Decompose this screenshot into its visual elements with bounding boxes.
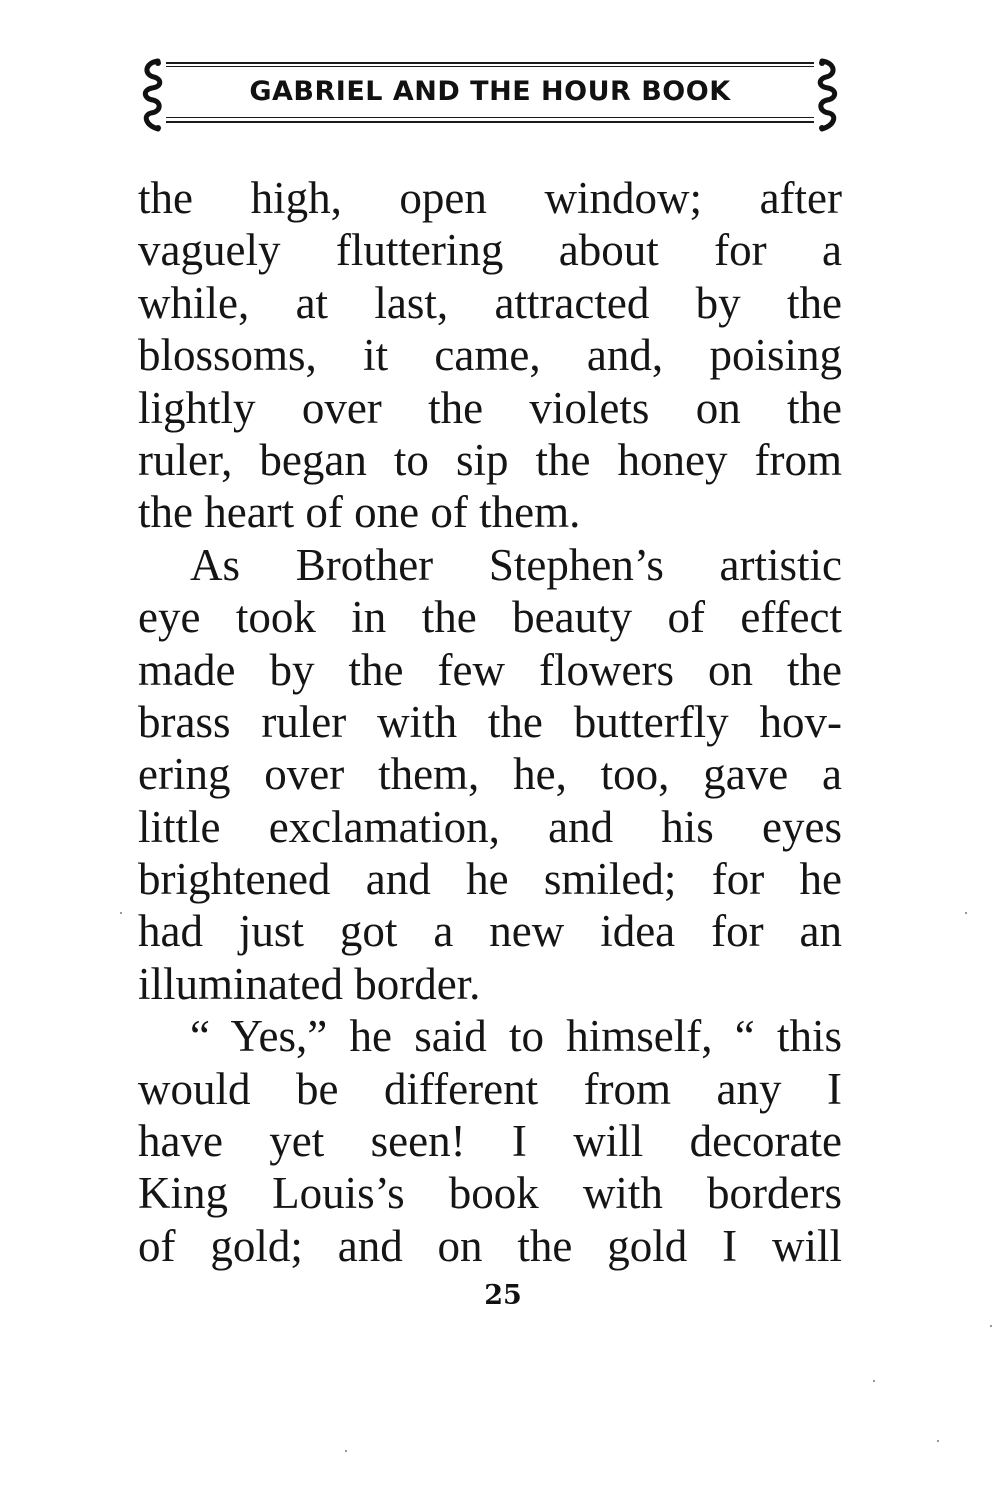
paragraph-start-line: As Brother Stephen’s artistic	[190, 539, 842, 590]
text-line: would be different from any I	[138, 1063, 842, 1114]
running-head	[138, 57, 842, 133]
text-line: blossoms, it came, and, poising	[138, 330, 842, 381]
header-rule-bottom-thin	[166, 117, 814, 118]
scan-speck	[937, 1440, 939, 1442]
paragraph-start-line: “ Yes,” he said to himself, “ this	[190, 1011, 842, 1062]
text-line: of gold; and on the gold I will	[138, 1220, 842, 1271]
text-line: eye took in the beauty of effect	[138, 592, 842, 643]
text-line: little exclamation, and his eyes	[138, 801, 842, 852]
text-line: the high, open window; after	[138, 173, 842, 223]
scroll-ornament-icon	[812, 57, 842, 133]
scroll-ornament-icon	[138, 57, 168, 133]
text-line: the heart of one of them.	[138, 487, 581, 538]
text-line: brightened and he smiled; for he	[138, 854, 842, 905]
text-line: ering over them, he, too, gave a	[138, 749, 842, 800]
text-line: lightly over the violets on the	[138, 382, 842, 433]
header-rule-top	[166, 62, 814, 64]
body-text	[138, 172, 842, 1272]
text-line: have yet seen! I will decorate	[138, 1116, 842, 1167]
scan-speck	[990, 1325, 992, 1327]
header-rule-top-thin	[166, 66, 814, 67]
text-line: brass ruler with the butterfly hov-	[138, 696, 842, 747]
header-rule-bottom	[166, 121, 814, 123]
scan-speck	[345, 1450, 347, 1452]
text-line: while, at last, attracted by the	[138, 277, 842, 328]
page-number: 25	[484, 1280, 522, 1311]
scan-speck	[965, 912, 967, 914]
text-line: illuminated border.	[138, 958, 481, 1009]
running-head-title: GABRIEL AND THE HOUR BOOK	[249, 76, 731, 107]
text-line: had just got a new idea for an	[138, 906, 842, 957]
text-line: made by the few flowers on the	[138, 644, 842, 695]
text-line: King Louis’s book with borders	[138, 1168, 842, 1219]
text-line: vaguely fluttering about for a	[138, 225, 842, 276]
text-line: ruler, began to sip the honey from	[138, 434, 842, 485]
scan-speck	[120, 912, 122, 914]
scan-speck	[873, 1380, 875, 1382]
